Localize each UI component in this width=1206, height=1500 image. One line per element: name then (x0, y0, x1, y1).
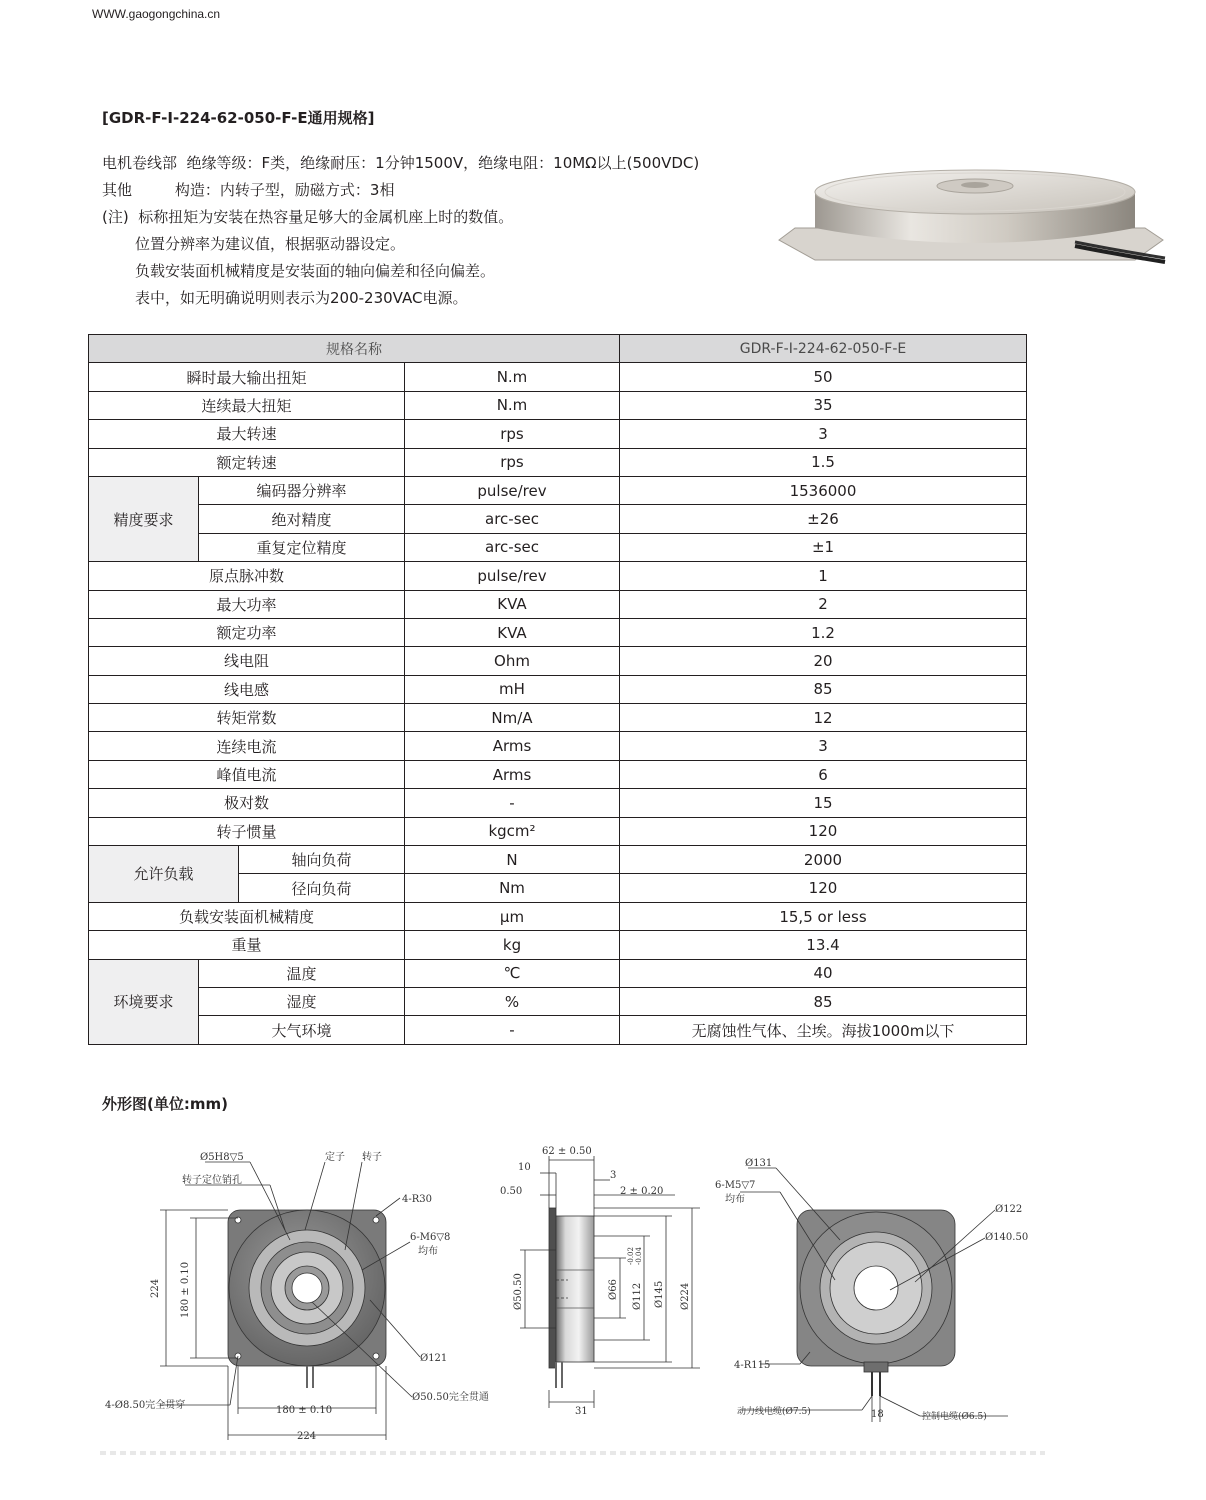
row-unit: pulse/rev (405, 476, 620, 504)
row-unit: Arms (405, 760, 620, 788)
label-d224: Ø224 (680, 1282, 691, 1310)
row-unit: KVA (405, 590, 620, 618)
row-value: 1536000 (620, 476, 1027, 504)
note-line: 位置分辨率为建议值，根据驱动器设定。 (135, 235, 406, 253)
row-value: 15,5 or less (620, 902, 1027, 930)
table-row (89, 675, 1027, 703)
row-value: 85 (620, 675, 1027, 703)
row-name: 温度 (199, 959, 405, 987)
row-unit: N (405, 846, 620, 874)
row-name: 峰值电流 (89, 760, 405, 788)
table-row (89, 902, 1027, 930)
spec-title: [GDR-F-I-224-62-050-F-E通用规格] (102, 109, 375, 127)
row-name: 线电感 (89, 675, 405, 703)
group-label-precision: 精度要求 (89, 476, 199, 561)
note-line: 表中，如无明确说明则表示为200-230VAC电源。 (135, 289, 468, 307)
label-pin-hole: 转子定位销孔 (182, 1175, 242, 1186)
row-value: 3 (620, 732, 1027, 760)
label-18: 18 (871, 1409, 884, 1420)
row-value: 12 (620, 704, 1027, 732)
row-value: 2000 (620, 846, 1027, 874)
label-tol-down: -0.04 (635, 1247, 643, 1265)
table-row (89, 789, 1027, 817)
table-row (89, 987, 1027, 1015)
spec-table (88, 334, 1027, 1045)
row-unit: - (405, 1016, 620, 1044)
label-control-cable: 控制电缆(Ø6.5) (922, 1412, 987, 1422)
row-name: 最大转速 (89, 420, 405, 448)
label-224-horizontal: 224 (297, 1431, 317, 1442)
table-row (89, 533, 1027, 561)
row-name: 连续电流 (89, 732, 405, 760)
row-unit: % (405, 987, 620, 1015)
row-name: 最大功率 (89, 590, 405, 618)
row-name: 重量 (89, 931, 405, 959)
row-name: 重复定位精度 (199, 533, 405, 561)
table-row (89, 391, 1027, 419)
header-name: 规格名称 (89, 335, 620, 363)
row-unit: arc-sec (405, 533, 620, 561)
label-62: 62 ± 0.50 (542, 1146, 592, 1157)
row-name: 湿度 (199, 987, 405, 1015)
label-d145: Ø145 (654, 1280, 665, 1308)
row-name: 瞬时最大输出扭矩 (89, 363, 405, 391)
label-rotor: 转子 (362, 1152, 382, 1163)
row-value: 13.4 (620, 931, 1027, 959)
row-unit: N.m (405, 391, 620, 419)
label-holes: 4-Ø8.50完全贯穿 (105, 1400, 186, 1411)
row-unit: N.m (405, 363, 620, 391)
label-m5: 6-M5▽7 (715, 1180, 756, 1191)
side-view-labels (500, 1146, 691, 1417)
row-value: 85 (620, 987, 1027, 1015)
label-224-vertical: 224 (150, 1278, 161, 1298)
group-label-env: 环境要求 (89, 959, 199, 1044)
label-d5h8: Ø5H8▽5 (200, 1152, 244, 1163)
table-row (89, 476, 1027, 504)
row-value: 2 (620, 590, 1027, 618)
row-value: 15 (620, 789, 1027, 817)
row-unit: kgcm² (405, 817, 620, 845)
outline-drawing (100, 1140, 1050, 1460)
site-url: WWW.gaogongchina.cn (92, 7, 221, 21)
label-tol-up: -0.02 (627, 1247, 635, 1265)
note-line: 电机卷线部 绝缘等级：F类，绝缘耐压：1分钟1500V，绝缘电阻：10MΩ以上(500VDC) (102, 154, 700, 172)
label-3: 3 (610, 1170, 617, 1181)
label-r115: 4-R115 (734, 1360, 771, 1371)
label-180-vertical: 180 ± 0.10 (180, 1261, 191, 1318)
row-name: 极对数 (89, 789, 405, 817)
row-unit: μm (405, 902, 620, 930)
label-050: 0.50 (500, 1186, 523, 1197)
drawing-title: 外形图(单位:mm) (102, 1095, 228, 1113)
row-value: 120 (620, 817, 1027, 845)
row-unit: ℃ (405, 959, 620, 987)
table-row (89, 562, 1027, 590)
note-line: (注) 标称扭矩为安装在热容量足够大的金属机座上时的数值。 (102, 208, 514, 226)
label-m5-even: 均布 (725, 1194, 745, 1205)
row-unit: mH (405, 675, 620, 703)
table-row (89, 817, 1027, 845)
row-name: 额定功率 (89, 618, 405, 646)
note-line: 其他 构造：内转子型，励磁方式：3相 (102, 181, 395, 199)
row-name: 转子惯量 (89, 817, 405, 845)
table-header-row (89, 335, 1027, 363)
row-value: ±26 (620, 505, 1027, 533)
row-value: 3 (620, 420, 1027, 448)
row-name: 线电阻 (89, 647, 405, 675)
label-d140: Ø140.50 (985, 1232, 1029, 1243)
row-value: 40 (620, 959, 1027, 987)
table-row (89, 420, 1027, 448)
row-unit: pulse/rev (405, 562, 620, 590)
label-d122: Ø122 (995, 1204, 1023, 1215)
row-name: 径向负荷 (239, 874, 405, 902)
row-unit: arc-sec (405, 505, 620, 533)
back-view (740, 1168, 1008, 1422)
row-name: 负载安装面机械精度 (89, 902, 405, 930)
row-name: 转矩常数 (89, 704, 405, 732)
label-d131: Ø131 (745, 1158, 773, 1169)
table-row (89, 590, 1027, 618)
row-unit: Ohm (405, 647, 620, 675)
label-d112: Ø112 (632, 1282, 643, 1310)
label-180-horizontal: 180 ± 0.10 (276, 1405, 333, 1416)
label-d66: Ø66 (608, 1279, 619, 1300)
label-m6: 6-M6▽8 (410, 1232, 451, 1243)
label-r30: 4-R30 (402, 1194, 432, 1205)
label-d5050: Ø50.50 (513, 1273, 524, 1310)
label-power-cable: 动力线电缆(Ø7.5) (737, 1407, 811, 1417)
row-name: 原点脉冲数 (89, 562, 405, 590)
table-row (89, 448, 1027, 476)
row-value: 1.2 (620, 618, 1027, 646)
label-31: 31 (575, 1406, 588, 1417)
motor-photo (775, 162, 1167, 274)
row-value: 50 (620, 363, 1027, 391)
row-unit: Nm (405, 874, 620, 902)
row-value: 20 (620, 647, 1027, 675)
row-unit: KVA (405, 618, 620, 646)
row-name: 编码器分辨率 (199, 476, 405, 504)
row-name: 轴向负荷 (239, 846, 405, 874)
label-d121: Ø121 (420, 1353, 448, 1364)
row-value: 120 (620, 874, 1027, 902)
spec-notes (102, 150, 699, 312)
row-value: 35 (620, 391, 1027, 419)
row-value: 1 (620, 562, 1027, 590)
row-name: 额定转速 (89, 448, 405, 476)
table-row (89, 846, 1027, 874)
header-model: GDR-F-I-224-62-050-F-E (620, 335, 1027, 363)
table-row (89, 959, 1027, 987)
row-value: 无腐蚀性气体、尘埃。海拔1000m以下 (620, 1016, 1027, 1044)
table-row (89, 363, 1027, 391)
row-name: 绝对精度 (199, 505, 405, 533)
row-value: 6 (620, 760, 1027, 788)
table-row (89, 760, 1027, 788)
label-2: 2 ± 0.20 (620, 1186, 664, 1197)
group-label-load: 允许负载 (89, 846, 239, 903)
row-unit: rps (405, 448, 620, 476)
row-value: 1.5 (620, 448, 1027, 476)
row-unit: rps (405, 420, 620, 448)
row-unit: - (405, 789, 620, 817)
table-row (89, 618, 1027, 646)
label-d50: Ø50.50完全贯通 (412, 1392, 489, 1403)
table-row (89, 505, 1027, 533)
row-name: 连续最大扭矩 (89, 391, 405, 419)
row-name: 大气环境 (199, 1016, 405, 1044)
row-value: ±1 (620, 533, 1027, 561)
table-row (89, 704, 1027, 732)
row-unit: Arms (405, 732, 620, 760)
table-row (89, 931, 1027, 959)
label-10: 10 (518, 1162, 531, 1173)
label-stator: 定子 (325, 1152, 345, 1163)
table-row (89, 1016, 1027, 1044)
row-unit: kg (405, 931, 620, 959)
table-row (89, 647, 1027, 675)
table-row (89, 732, 1027, 760)
front-view (160, 1162, 420, 1440)
note-line: 负载安装面机械精度是安装面的轴向偏差和径向偏差。 (135, 262, 496, 280)
row-unit: Nm/A (405, 704, 620, 732)
label-m6-even: 均布 (418, 1246, 438, 1257)
